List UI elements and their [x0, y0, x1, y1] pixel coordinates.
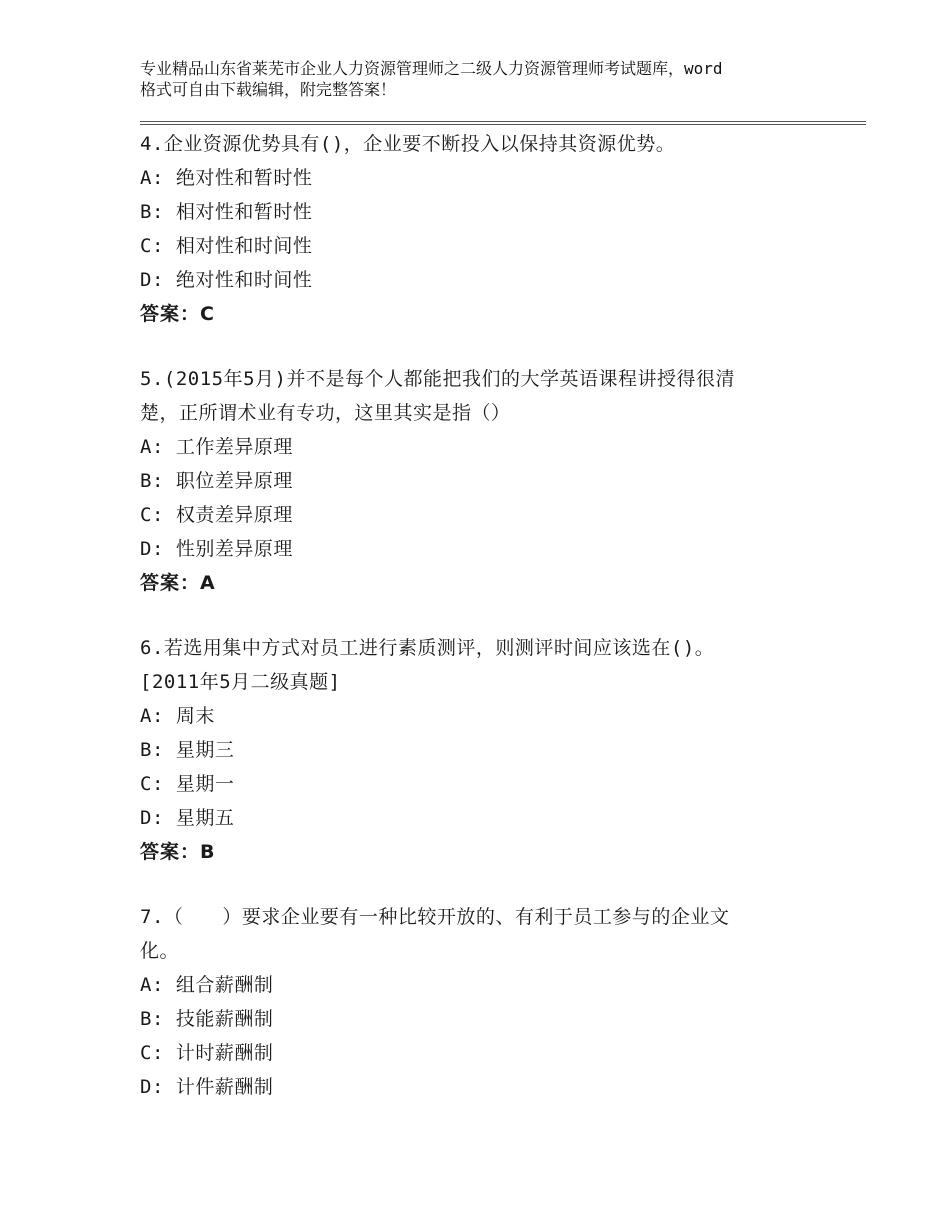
option-d: D: 计件薪酬制: [140, 1076, 274, 1098]
option-c: C: 权责差异原理: [140, 504, 293, 526]
question-stem-line: 5.(2015年5月)并不是每个人都能把我们的大学英语课程讲授得很清: [140, 368, 735, 390]
option-list: [140, 161, 820, 297]
option-d: D: 星期五: [140, 807, 235, 829]
question-6: [140, 631, 820, 869]
option-c: C: 相对性和时间性: [140, 235, 313, 257]
option-a: A: 组合薪酬制: [140, 974, 274, 996]
option-a: A: 工作差异原理: [140, 436, 293, 458]
question-stem-line: 6.若选用集中方式对员工进行素质测评，则测评时间应该选在()。: [140, 637, 715, 659]
option-a: A: 绝对性和暂时性: [140, 167, 313, 189]
option-b: B: 星期三: [140, 739, 235, 761]
header-subtitle-line: 格式可自由下载编辑，附完整答案！: [140, 80, 397, 99]
option-d: D: 性别差异原理: [140, 538, 293, 560]
answer-label: 答案：A: [140, 572, 216, 594]
question-stem: [140, 362, 820, 430]
question-stem-line: 7.（ ）要求企业要有一种比较开放的、有利于员工参与的企业文: [140, 906, 730, 928]
question-stem: [140, 900, 820, 968]
question-7: [140, 900, 820, 1104]
question-stem-line: 楚，正所谓术业有专功，这里其实是指（）: [140, 402, 511, 424]
question-stem: [140, 631, 820, 699]
question-4: [140, 127, 820, 331]
option-b: B: 相对性和暂时性: [140, 201, 313, 223]
option-d: D: 绝对性和时间性: [140, 269, 313, 291]
option-list: [140, 699, 820, 835]
question-stem-line: 4.企业资源优势具有()，企业要不断投入以保持其资源优势。: [140, 133, 676, 155]
question-list: [140, 127, 820, 1135]
option-b: B: 职位差异原理: [140, 470, 293, 492]
answer-label: 答案：B: [140, 841, 216, 863]
option-a: A: 周末: [140, 705, 215, 727]
header-title-line: 专业精品山东省莱芜市企业人力资源管理师之二级人力资源管理师考试题库，word: [140, 59, 723, 78]
option-b: B: 技能薪酬制: [140, 1008, 274, 1030]
question-stem-line: 化。: [140, 940, 180, 962]
document-header: [140, 58, 840, 100]
question-stem-line: [2011年5月二级真题]: [140, 671, 341, 693]
question-5: [140, 362, 820, 600]
answer-label: 答案：C: [140, 303, 215, 325]
option-c: C: 星期一: [140, 773, 235, 795]
question-stem: [140, 127, 820, 161]
header-divider: [140, 121, 866, 125]
option-c: C: 计时薪酬制: [140, 1042, 274, 1064]
option-list: [140, 968, 820, 1104]
option-list: [140, 430, 820, 566]
